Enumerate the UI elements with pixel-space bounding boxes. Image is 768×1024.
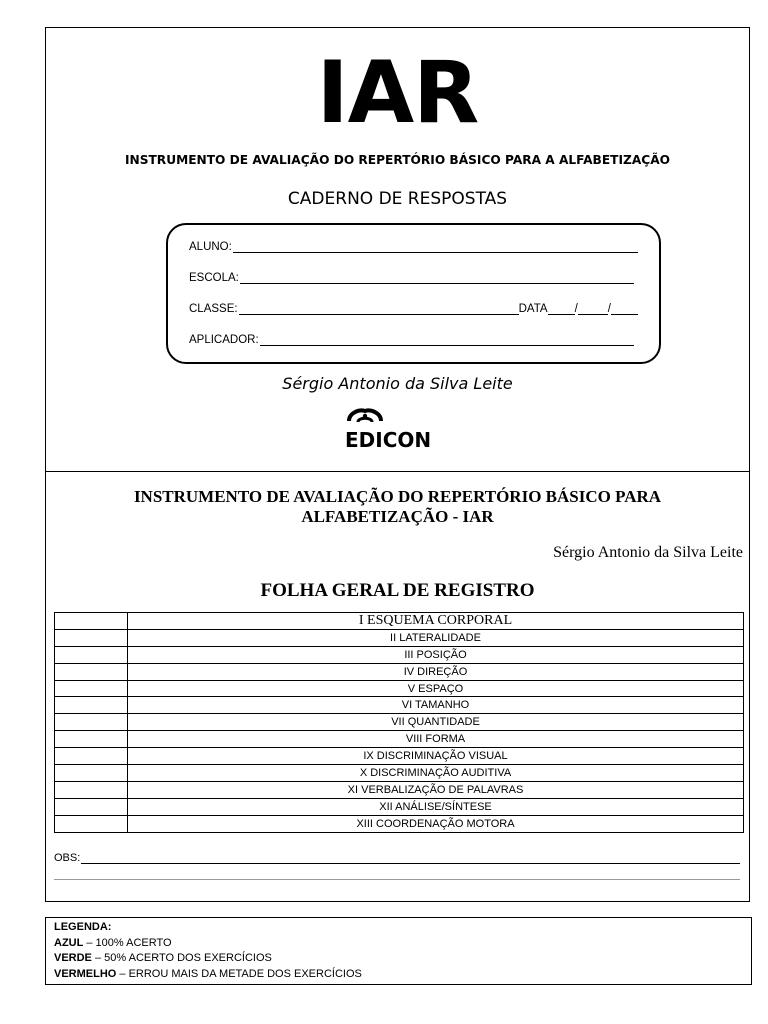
table-row	[55, 663, 744, 680]
table-row	[55, 629, 744, 646]
cover-author: Sérgio Antonio da Silva Leite	[282, 374, 513, 393]
obs-label: OBS:	[54, 852, 81, 864]
legend-row	[54, 936, 743, 952]
publisher-name: EDICON	[345, 428, 432, 452]
aluno-row	[189, 237, 638, 253]
legend-text: – 50% ACERTO DOS EXERCÍCIOS	[91, 952, 272, 964]
legend-color: VERDE	[54, 952, 92, 964]
score-cell[interactable]	[55, 815, 128, 832]
skill-label: VIII FORMA	[128, 731, 744, 748]
table-row	[55, 765, 744, 782]
legend-text: – 100% ACERTO	[83, 936, 172, 949]
legend-row	[54, 967, 743, 983]
month-field[interactable]	[578, 302, 608, 315]
classe-label: CLASSE:	[189, 303, 238, 315]
table-row	[55, 781, 744, 798]
aplicador-row	[189, 330, 638, 346]
legend-row	[54, 951, 743, 967]
skill-label: II LATERALIDADE	[128, 629, 744, 646]
score-cell[interactable]	[55, 781, 128, 798]
score-cell[interactable]	[55, 680, 128, 697]
skill-label: X DISCRIMINAÇÃO AUDITIVA	[128, 765, 744, 782]
table-row	[55, 815, 744, 832]
score-cell[interactable]	[55, 613, 128, 630]
sheet-title: FOLHA GERAL DE REGISTRO	[260, 580, 535, 601]
obs-field[interactable]	[81, 852, 740, 864]
score-cell[interactable]	[55, 629, 128, 646]
skill-label: V ESPAÇO	[128, 680, 744, 697]
obs-field-line2[interactable]	[54, 879, 740, 880]
legend-color: AZUL	[54, 936, 84, 949]
score-cell[interactable]	[55, 731, 128, 748]
score-cell[interactable]	[55, 663, 128, 680]
table-row	[55, 697, 744, 714]
escola-label: ESCOLA:	[189, 272, 239, 284]
legend-box	[45, 917, 752, 985]
day-field[interactable]	[548, 302, 575, 315]
escola-field[interactable]	[240, 271, 634, 284]
edicon-emblem-icon	[345, 408, 385, 430]
table-row	[55, 798, 744, 815]
table-row	[55, 680, 744, 697]
cover-page	[45, 27, 750, 472]
booklet-title: CADERNO DE RESPOSTAS	[287, 189, 508, 209]
score-cell[interactable]	[55, 798, 128, 815]
score-cell[interactable]	[55, 765, 128, 782]
cover-subtitle: INSTRUMENTO DE AVALIAÇÃO DO REPERTÓRIO BÁSICO PARA A ALFABETIZAÇÃO	[124, 153, 671, 167]
obs-row	[54, 852, 740, 864]
table-row	[55, 748, 744, 765]
skill-label: XIII COORDENAÇÃO MOTORA	[128, 815, 744, 832]
score-cell[interactable]	[55, 714, 128, 731]
legend-title: LEGENDA:	[54, 921, 112, 933]
escola-row	[189, 268, 638, 284]
register-author: Sérgio Antonio da Silva Leite	[553, 544, 743, 561]
skill-label: I ESQUEMA CORPORAL	[128, 613, 744, 630]
aluno-label: ALUNO:	[189, 241, 232, 253]
score-cell[interactable]	[55, 697, 128, 714]
year-field[interactable]	[611, 302, 638, 315]
skill-label: VII QUANTIDADE	[128, 714, 744, 731]
table-row	[55, 646, 744, 663]
aluno-field[interactable]	[233, 240, 638, 253]
skill-label: IV DIREÇÃO	[128, 663, 744, 680]
aplicador-field[interactable]	[260, 333, 634, 346]
skill-label: IX DISCRIMINAÇÃO VISUAL	[128, 748, 744, 765]
date-separator: /	[574, 303, 578, 315]
register-title-line2: ALFABETIZAÇÃO - IAR	[301, 507, 494, 526]
data-label: DATA	[518, 303, 548, 315]
iar-logo: IAR	[316, 43, 479, 143]
register-section	[45, 472, 750, 902]
student-info-box	[166, 223, 661, 364]
skill-label: XI VERBALIZAÇÃO DE PALAVRAS	[128, 781, 744, 798]
register-table	[54, 612, 744, 833]
skill-label: XII ANÁLISE/SÍNTESE	[128, 798, 744, 815]
aplicador-label: APLICADOR:	[189, 334, 259, 346]
date-separator: /	[607, 303, 611, 315]
register-title	[46, 487, 749, 527]
skill-label: VI TAMANHO	[128, 697, 744, 714]
publisher-logo	[345, 408, 457, 458]
classe-field[interactable]	[239, 302, 519, 315]
score-cell[interactable]	[55, 748, 128, 765]
table-row	[55, 731, 744, 748]
score-cell[interactable]	[55, 646, 128, 663]
table-row	[55, 613, 744, 630]
skill-label: III POSIÇÃO	[128, 646, 744, 663]
legend-text: – ERROU MAIS DA METADE DOS EXERCÍCIOS	[116, 967, 362, 980]
register-title-line1: INSTRUMENTO DE AVALIAÇÃO DO REPERTÓRIO BÁSICO PARA	[133, 487, 662, 506]
legend-color: VERMELHO	[54, 967, 117, 980]
classe-row	[189, 299, 638, 315]
table-row	[55, 714, 744, 731]
